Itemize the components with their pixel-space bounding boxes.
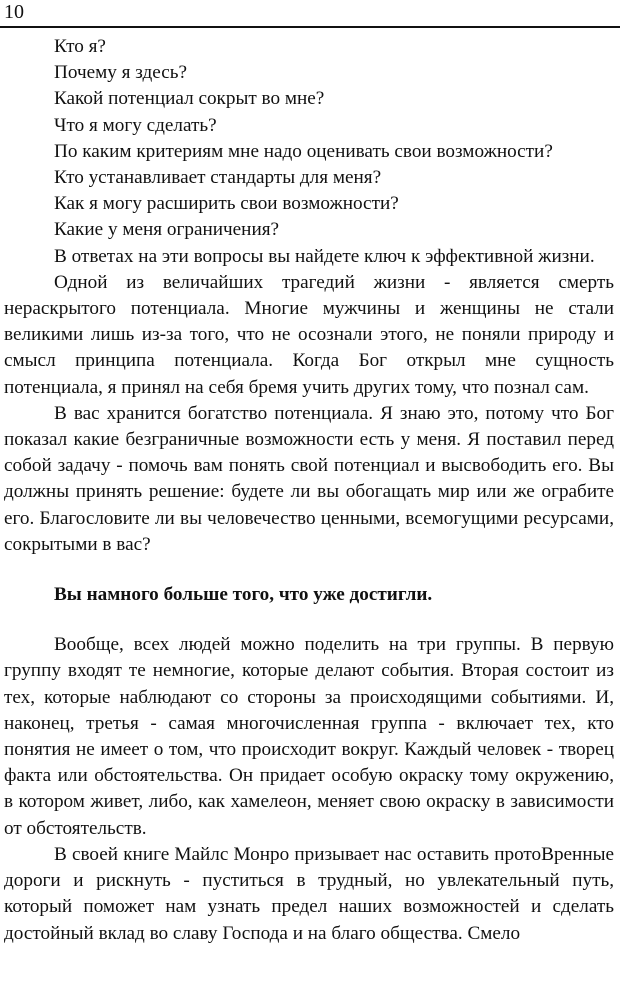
body-paragraph: В своей книге Майлс Монро призывает нас оставить протоΒренные дороги и рискнуть - пуститься в трудный, но увлекательный путь, который поможет нам узнать предел наших возможностей и сделать достойный вклад во славу Господа и на благо общества. Смело [4,843,614,944]
page-body [4,34,614,947]
question-line: Что я могу сделать? [54,114,217,136]
question-line: По каким критериям мне надо оценивать свои возможности? [54,140,553,162]
question-line: Как я могу расширить свои возможности? [54,193,399,215]
question-line: Почему я здесь? [54,62,188,84]
question-line: Кто я? [54,36,106,57]
page-number: 10 [4,1,24,23]
body-paragraph: Одной из величайших трагедий жизни - является смерть нераскрытого потенциала. Многие мужчины и женщины не стали великими лишь из-за того, что не осознали этого, не поняли природу и смысл принципа потенциала. Когда Бог открыл мне сущность потенциала, я принял на себя бремя учить других тому, что познал сам. [4,271,614,398]
body-paragraph: Вообще, всех людей можно поделить на три группы. В первую группу входят те немногие, которые делают события. Вторая состоит из тех, которые наблюдают со стороны за происходящими событиями. И, наконец, третья - самая многочисленная группа - включает тех, кто понятия не имеет о том, что происходит вокруг. Каждый человек - творец факта или обстоятельства. Он придает особую окраску тому окружению, в котором живет, либо, как хамелеон, меняет свою окраску в зависимости от обстоятельств. [4,634,614,839]
body-paragraph: В ответах на эти вопросы вы найдете ключ к эффективной жизни. [54,245,595,267]
header-rule [0,26,620,28]
question-line: Какие у меня ограничения? [54,219,280,241]
question-line: Кто устанавливает стандарты для меня? [54,167,382,189]
question-line: Какой потенциал сокрыт во мне? [54,88,325,110]
question-list [4,34,614,244]
body-paragraph: В вас хранится богатство потенциала. Я знаю это, потому что Бог показал какие безграничные возможности есть у меня. Я поставил перед собой задачу - помочь вам понять свой потенциал и высвободить его. Вы должны принять решение: будете ли вы обогащать мир или же ограбите его. Благословите ли вы человечество ценными, всемогущими ресурсами, сокрытыми в вас? [4,402,614,555]
section-heading: Вы намного больше того, что уже достигли. [54,584,433,606]
